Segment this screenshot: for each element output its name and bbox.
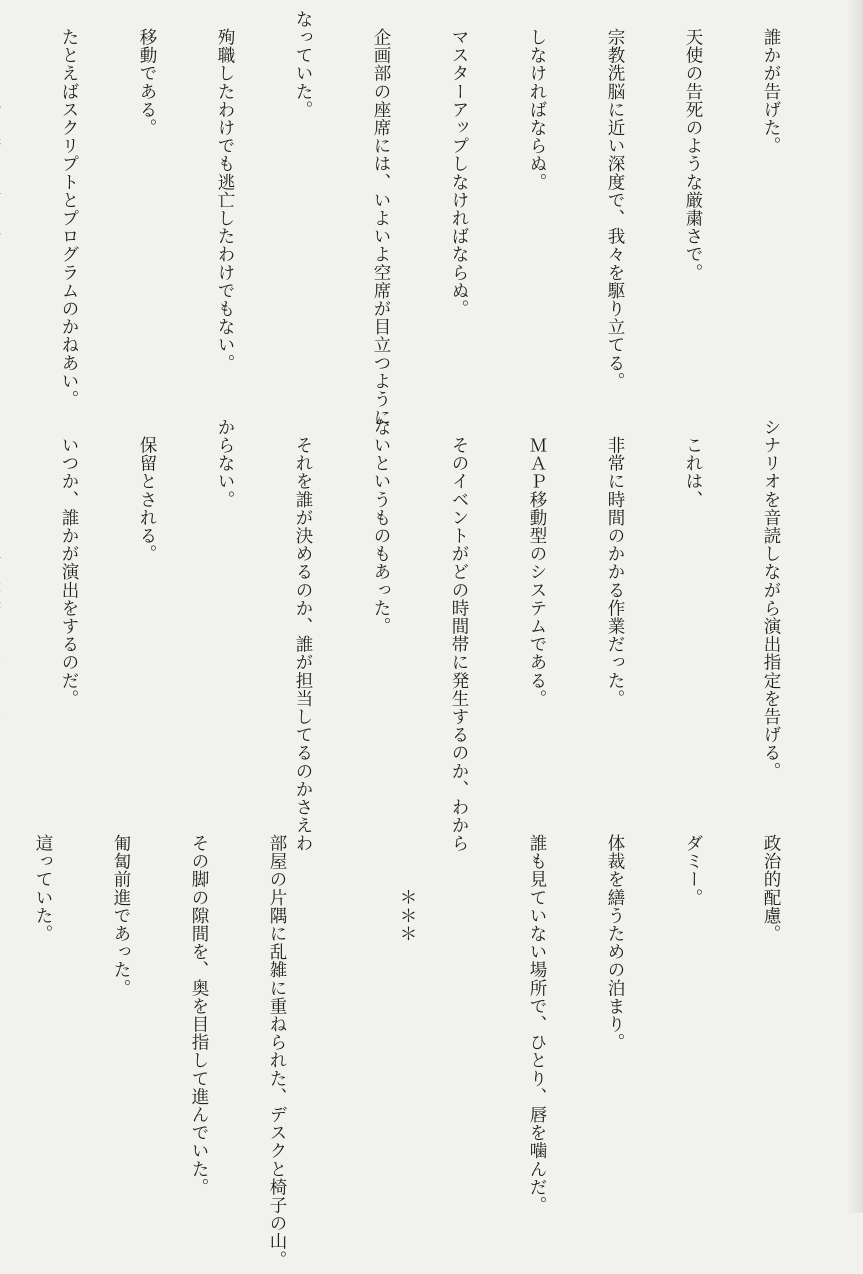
text-line: 非常に時間のかかる作業だった。 <box>605 418 625 708</box>
text-line: なっていた。 <box>293 10 313 119</box>
text-tier-bottom <box>12 816 836 1269</box>
text-line: 殉職したわけでも逃亡したわけでもない。 <box>215 10 235 372</box>
text-line: シナリオを音読しながら演出指定を告げる。 <box>761 418 781 780</box>
text-line: 這っていた。 <box>33 816 53 943</box>
text-line: 移動である。 <box>137 10 157 137</box>
text-tier-middle <box>12 418 836 853</box>
text-line: 企画部の座席には、いよいよ空席が目立つように <box>371 10 391 427</box>
text-line: それを誰が決めるのか、誰が担当してるのかさえわ <box>293 418 313 853</box>
text-line: たとえばスクリプトとプログラムのかねあい。 <box>59 10 79 409</box>
text-line: 部屋の片隅に乱雑に重ねられた、デスクと椅子の山。 <box>267 816 287 1269</box>
text-line: 政治的配慮。 <box>761 816 781 943</box>
text-line: その脚の隙間を、奥を目指して進んでいた。 <box>189 816 209 1197</box>
text-line: しなければならぬ。 <box>527 10 547 191</box>
text-line: 宗教洗脳に近い深度で、我々を駆り立てる。 <box>605 10 625 391</box>
text-line: これは、 <box>683 418 703 509</box>
text-line: 保留とされる。 <box>137 418 157 563</box>
text-line: マスターアップしなければならぬ。 <box>449 10 469 318</box>
text-line: 誰も見ていない場所で、ひとり、唇を噛んだ。 <box>527 816 547 1215</box>
text-line: 誰かが告げた。 <box>761 10 781 155</box>
text-line: いつか、誰かが演出をするのだ。 <box>59 418 79 708</box>
text-line: ＭＡＰ移動型のシステムである。 <box>527 418 547 708</box>
text-line <box>0 418 4 790</box>
text-line <box>0 10 4 388</box>
page-edge-shadow <box>847 0 863 1213</box>
text-line: 体裁を繕うための泊まり。 <box>605 816 625 1052</box>
text-line: ないというものもあった。 <box>371 418 391 636</box>
text-line: 匍匐前進であった。 <box>111 816 131 997</box>
text-tier-top <box>12 10 836 427</box>
section-break: ＊＊＊ <box>397 816 417 943</box>
text-line: そのイベントがどの時間帯に発生するのか、わから <box>449 418 469 853</box>
text-line: ダミー。 <box>683 816 703 907</box>
text-line: 天使の告死のような厳粛さで。 <box>683 10 703 282</box>
text-line: からない。 <box>215 418 235 509</box>
